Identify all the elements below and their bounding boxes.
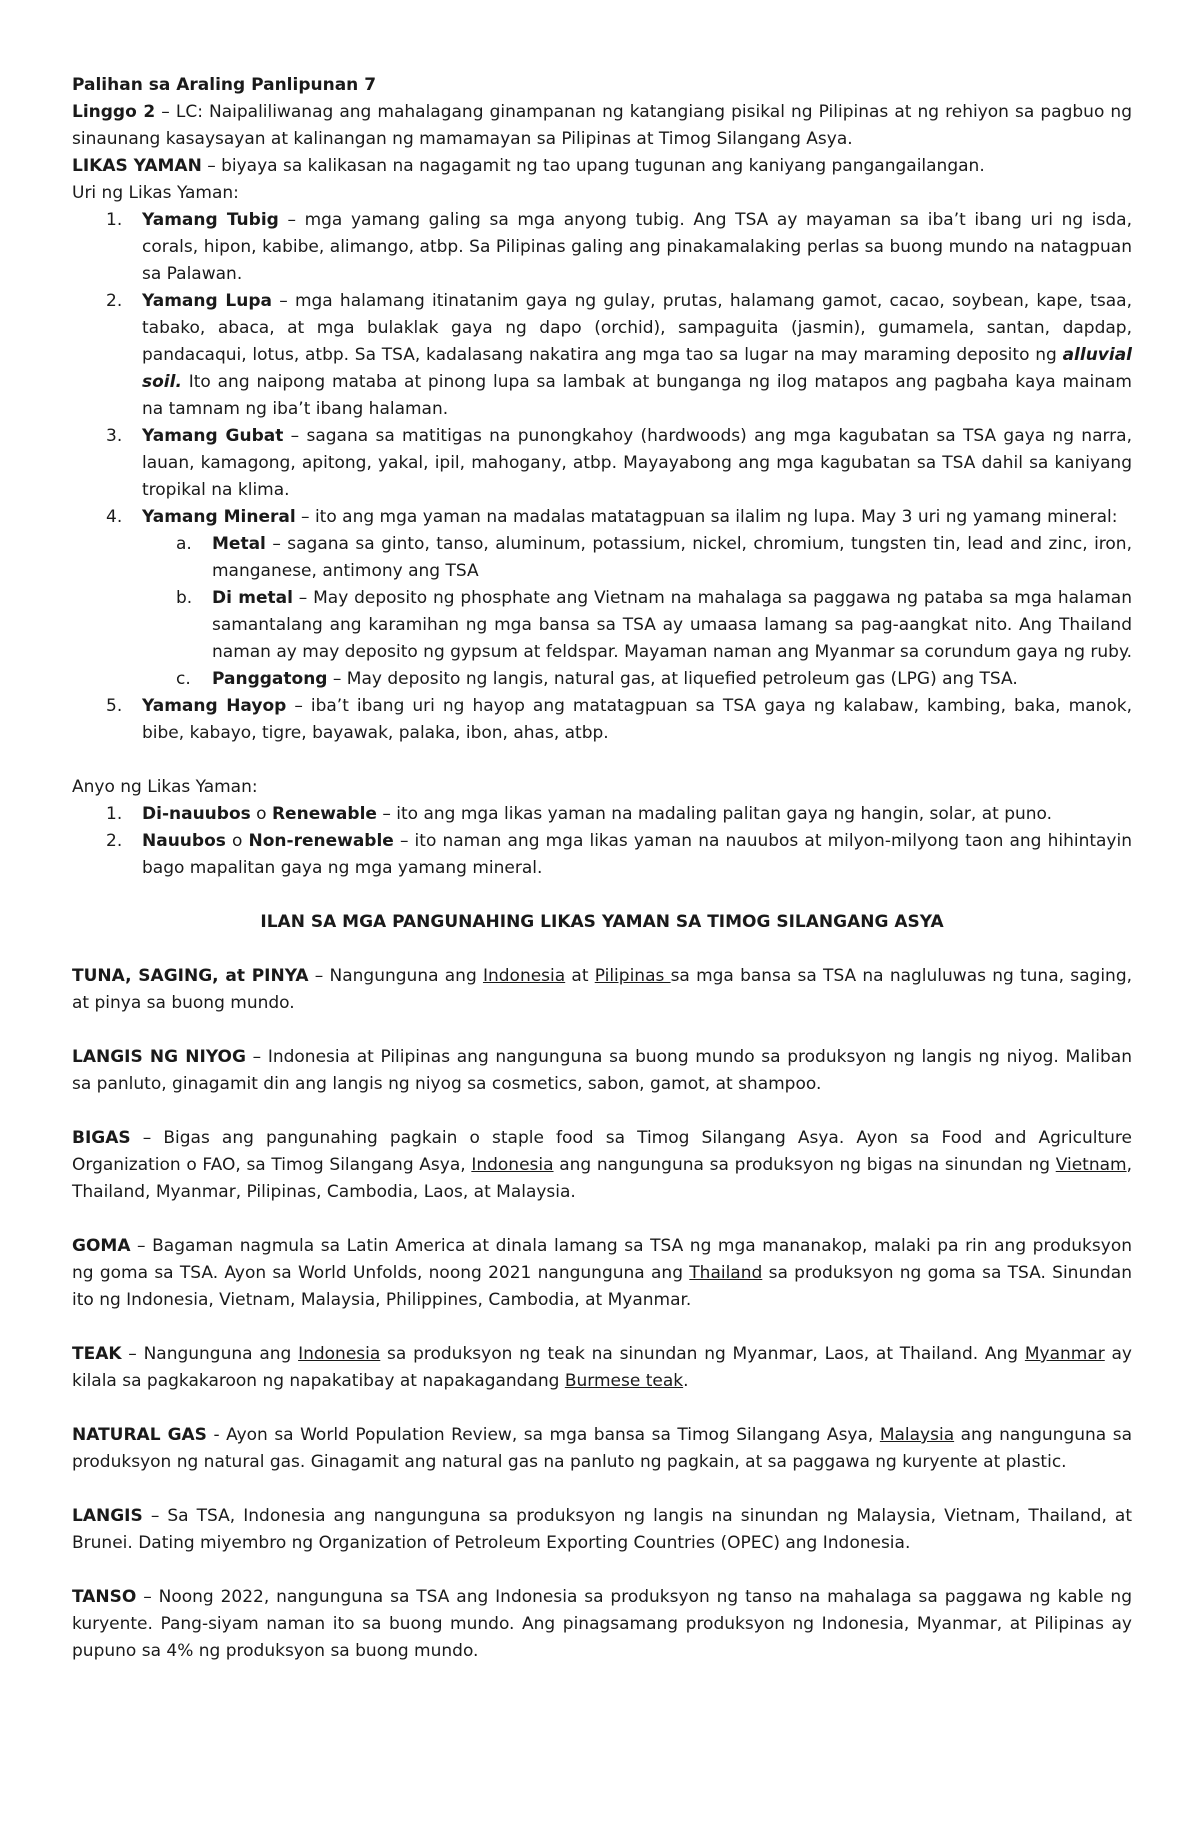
section-title: ILAN SA MGA PANGUNAHING LIKAS YAMAN SA TIMOG SILANGANG ASYA xyxy=(260,912,944,932)
list-item: 1. Yamang Tubig – mga yamang galing sa mga anyong tubig. Ang TSA ay mayaman sa iba’t ibang uri ng isda, corals, hipon, kabibe, alimango, atbp. Sa Pilipinas galing ang pinakamalaking perlas sa buong mundo na natagpuan sa Palawan. xyxy=(106,210,1133,284)
document-title: Palihan sa Araling Panlipunan 7 xyxy=(72,75,377,95)
resource-paragraph-natural-gas: NATURAL GAS - Ayon sa World Population Review, sa mga bansa sa Timog Silangang Asya, Malaysia ang nangunguna sa produksyon ng natural gas. Ginagamit ang natural gas na panluto ng pagkain, at sa paggawa ng kuryente at plastic. xyxy=(72,1425,1132,1472)
list-item: 1. Di-nauubos o Renewable – ito ang mga likas yaman na madaling palitan gaya ng hangin, solar, at puno. xyxy=(106,804,1053,824)
resource-paragraph-langis: LANGIS – Sa TSA, Indonesia ang nangunguna sa produksyon ng langis na sinundan ng Malaysia, Vietnam, Thailand, at Brunei. Dating miyembro ng Organization of Petroleum Exporting Countries (OPEC) ang Indonesia. xyxy=(72,1506,1132,1553)
likas-yaman-definition: LIKAS YAMAN – biyaya sa kalikasan na nagagamit ng tao upang tugunan ang kaniyang pangangailangan. xyxy=(72,156,985,176)
list-item: c. Panggatong – May deposito ng langis, natural gas, at liquefied petroleum gas (LPG) ang TSA. xyxy=(176,669,1018,689)
resource-paragraph-tanso: TANSO – Noong 2022, nangunguna sa TSA ang Indonesia sa produksyon ng tanso na mahalaga sa paggawa ng kable ng kuryente. Pang-siyam naman ito sa buong mundo. Ang pinagsamang produksyon ng Indonesia, Myanmar, at Pilipinas ay pupuno sa 4% ng produksyon sa buong mundo. xyxy=(72,1587,1132,1661)
resource-paragraph-bigas: BIGAS – Bigas ang pangunahing pagkain o staple food sa Timog Silangang Asya. Ayon sa Food and Agriculture Organization o FAO, sa Timog Silangang Asya, Indonesia ang nangunguna sa produksyon ng bigas na sinundan ng Vietnam, Thailand, Myanmar, Pilipinas, Cambodia, Laos, at Malaysia. xyxy=(72,1128,1132,1202)
list-item: 5. Yamang Hayop – iba’t ibang uri ng hayop ang matatagpuan sa TSA gaya ng kalabaw, kambing, baka, manok, bibe, kabayo, tigre, bayawak, palaka, ibon, ahas, atbp. xyxy=(106,696,1133,743)
types-list xyxy=(72,207,1132,747)
week-label: Linggo 2 xyxy=(72,102,156,122)
list-item: 2. Nauubos o Non-renewable – ito naman ang mga likas yaman na nauubos at milyon-milyong taon ang hihintayin bago mapalitan gaya ng mga yamang mineral. xyxy=(106,831,1132,878)
resource-paragraph-goma: GOMA – Bagaman nagmula sa Latin America at dinala lamang sa TSA ng mga mananakop, malaki pa rin ang produksyon ng goma sa TSA. Ayon sa World Unfolds, noong 2021 nangunguna ang Thailand sa produksyon ng goma sa TSA. Sinundan ito ng Indonesia, Vietnam, Malaysia, Philippines, Cambodia, at Myanmar. xyxy=(72,1236,1132,1310)
resource-paragraph-tuna: TUNA, SAGING, at PINYA – Nangunguna ang Indonesia at Pilipinas sa mga bansa sa TSA na nagluluwas ng tuna, saging, at pinya sa buong mundo. xyxy=(72,966,1133,1013)
emphasis-text: alluvial soil. xyxy=(142,345,1132,392)
minerals-list xyxy=(142,531,1132,693)
learning-competency: Linggo 2 – LC: Naipaliliwanag ang mahalagang ginampanan ng katangiang pisikal ng Pilipinas at ng rehiyon sa pagbuo ng sinaunang kasaysayan at kalinangan ng mamamayan sa Pilipinas at Timog Silangang Asya. xyxy=(72,102,1132,149)
list-item: 2. Yamang Lupa – mga halamang itinatanim gaya ng gulay, prutas, halamang gamot, cacao, soybean, kape, tsaa, tabako, abaca, at mga bulaklak gaya ng dapo (orchid), sampaguita (jasmin), gumamela, santan, dapdap, pandacaqui, lotus, atbp. Sa TSA, kadalasang nakatira ang mga tao sa lugar na may maraming deposito ng alluvial soil. Ito ang naipong mataba at pinong lupa sa lambak at bunganga ng ilog matapos ang pagbaha kaya mainam na tamnam ng iba’t ibang halaman. xyxy=(106,291,1132,419)
resource-paragraph-teak: TEAK – Nangunguna ang Indonesia sa produksyon ng teak na sinundan ng Myanmar, Laos, at Thailand. Ang Myanmar ay kilala sa pagkakaroon ng napakatibay at napakagandang Burmese teak. xyxy=(72,1344,1132,1391)
resources-section xyxy=(72,963,1132,1665)
forms-list xyxy=(72,801,1132,882)
list-item: b. Di metal – May deposito ng phosphate ang Vietnam na mahalaga sa paggawa ng pataba sa mga halaman samantalang ang karamihan ng mga bansa sa TSA ay umaasa lamang sa pag-aangkat nito. Ang Thailand naman ay may deposito ng gypsum at feldspar. Mayaman naman ang Myanmar sa corundum gaya ng ruby. xyxy=(176,588,1133,662)
list-item: 4. Yamang Mineral – ito ang mga yaman na madalas matatagpuan sa ilalim ng lupa. May 3 uri ng yamang mineral: a. Metal – sagana sa ginto, tanso, aluminum, potassium, nickel, chromium, tungsten tin, lead and zinc, iron, manganese, antimony ang TSA b. Di metal – May deposito ng phosphate ang Vietnam na mahalaga sa paggawa ng pataba sa mga halaman samantalang ang karamihan ng mga bansa sa TSA ay umaasa lamang sa pag-aangkat nito. Ang Thailand naman ay may deposito ng gypsum at feldspar. Mayaman naman ang Myanmar sa corundum gaya ng ruby. c. Panggatong – May deposito ng langis, natural gas, at liquefied petroleum gas (LPG) ang TSA. xyxy=(72,504,1132,693)
resource-paragraph-niyog: LANGIS NG NIYOG – Indonesia at Pilipinas ang nangunguna sa buong mundo sa produksyon ng langis ng niyog. Maliban sa panluto, ginagamit din ang langis ng niyog sa cosmetics, sabon, gamot, at shampoo. xyxy=(72,1047,1132,1094)
list-item: 3. Yamang Gubat – sagana sa matitigas na punongkahoy (hardwoods) ang mga kagubatan sa TSA gaya ng narra, lauan, kamagong, apitong, yakal, ipil, mahogany, atbp. Mayayabong ang mga kagubatan sa TSA dahil sa kaniyang tropikal na klima. xyxy=(106,426,1132,500)
types-heading: Uri ng Likas Yaman: xyxy=(72,183,239,203)
list-item: a. Metal – sagana sa ginto, tanso, aluminum, potassium, nickel, chromium, tungsten tin, lead and zinc, iron, manganese, antimony ang TSA xyxy=(176,534,1132,581)
forms-heading: Anyo ng Likas Yaman: xyxy=(72,777,258,797)
